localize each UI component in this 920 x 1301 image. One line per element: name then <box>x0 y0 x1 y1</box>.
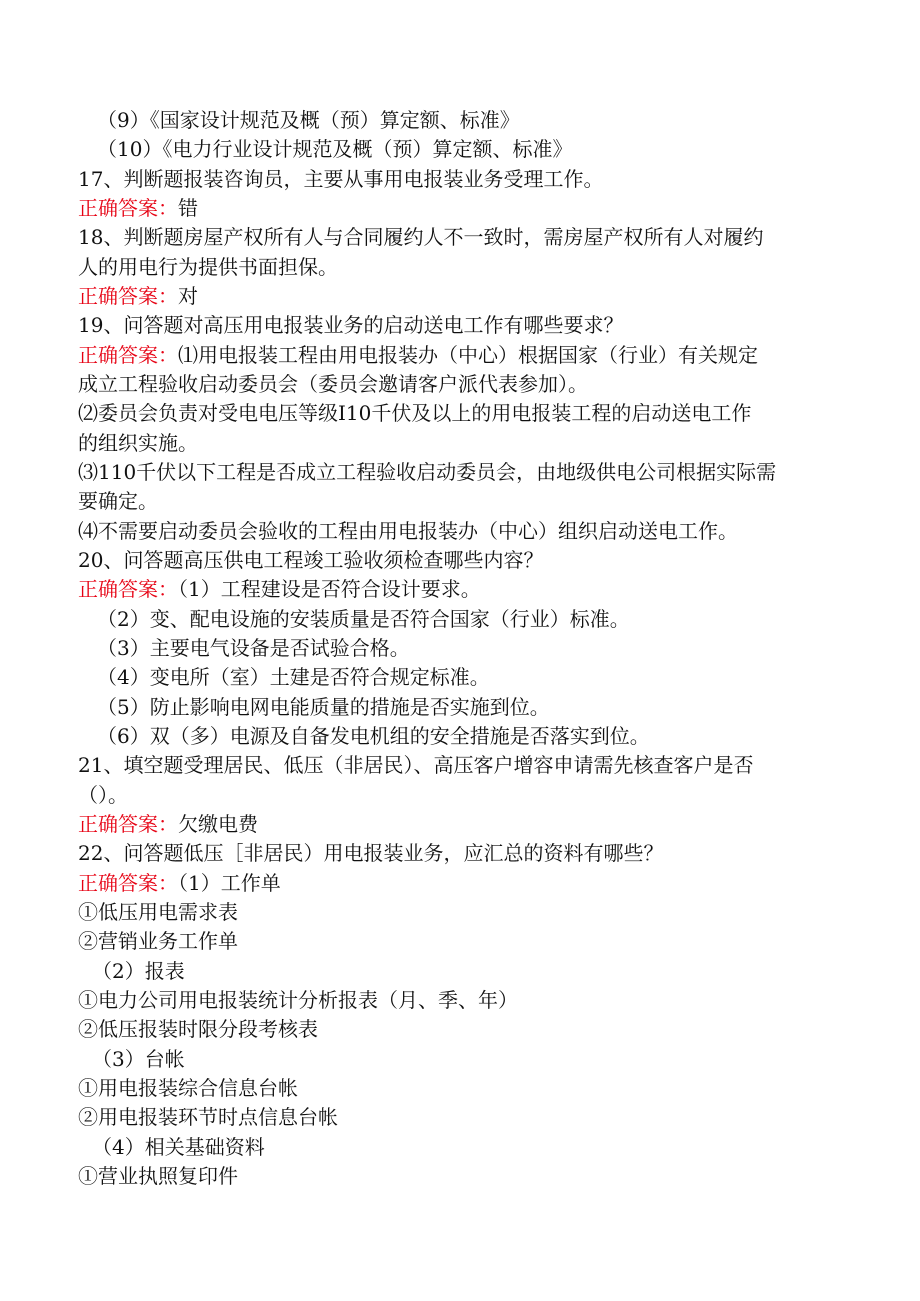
text-line: （）。 <box>78 783 128 807</box>
answer-20 <box>78 575 481 604</box>
text-line: 的组织实施。 <box>78 431 198 455</box>
text-line: ⑵委员会负责对受电电压等级I10千伏及以上的用电报装工程的启动送电工作 <box>78 401 752 425</box>
answer-19 <box>78 341 758 370</box>
answer-label: 正确答案： <box>78 577 178 601</box>
text-line: ①营业执照复印件 <box>78 1164 238 1188</box>
answer-text: 对 <box>178 284 198 308</box>
question-19: 19、问答题对高压用电报装业务的启动送电工作有哪些要求？ <box>78 313 624 337</box>
question-21: 21、填空题受理居民、低压（非居民）、高压客户增容申请需先核查客户是否 <box>78 753 754 777</box>
answer-text: （1）工作单 <box>178 871 281 895</box>
text-line: ⑶110千伏以下工程是否成立工程验收启动委员会，由地级供电公司根据实际需 <box>78 460 777 484</box>
text-line: （9）《国家设计规范及概（预）算定额、标准》 <box>97 108 520 132</box>
answer-label: 正确答案： <box>78 284 178 308</box>
question-17: 17、判断题报装咨询员，主要从事用电报装业务受理工作。 <box>78 167 604 191</box>
text-line: （2）报表 <box>92 959 185 983</box>
answer-label: 正确答案： <box>78 196 178 220</box>
text-line: 成立工程验收启动委员会（委员会邀请客户派代表参加）。 <box>78 372 588 396</box>
text-line: 要确定。 <box>78 489 158 513</box>
text-line: 人的用电行为提供书面担保。 <box>78 255 338 279</box>
text-line: （5）防止影响电网电能质量的措施是否实施到位。 <box>97 695 550 719</box>
text-line: ②用电报装环节时点信息台帐 <box>78 1105 338 1129</box>
question-22: 22、问答题低压［非居民）用电报装业务，应汇总的资料有哪些？ <box>78 841 664 865</box>
answer-text: 错 <box>178 196 198 220</box>
text-line: （4）变电所（室）土建是否符合规定标准。 <box>97 665 490 689</box>
text-line: ①电力公司用电报装统计分析报表（月、季、年） <box>78 988 518 1012</box>
answer-21 <box>78 810 258 839</box>
text-line: ②低压报装时限分段考核表 <box>78 1017 318 1041</box>
question-20: 20、问答题高压供电工程竣工验收须检查哪些内容？ <box>78 548 544 572</box>
text-line: （2）变、配电设施的安装质量是否符合国家（行业）标准。 <box>97 607 630 631</box>
answer-18 <box>78 282 198 311</box>
answer-label: 正确答案： <box>78 343 178 367</box>
answer-text: （1）工程建设是否符合设计要求。 <box>178 577 481 601</box>
text-line: （4）相关基础资料 <box>92 1135 265 1159</box>
text-line: ①低压用电需求表 <box>78 900 238 924</box>
text-line: （6）双（多）电源及自备发电机组的安全措施是否落实到位。 <box>97 724 650 748</box>
question-18: 18、判断题房屋产权所有人与合同履约人不一致时，需房屋产权所有人对履约 <box>78 225 764 249</box>
answer-label: 正确答案： <box>78 812 178 836</box>
text-line: （3）主要电气设备是否试验合格。 <box>97 636 410 660</box>
answer-22 <box>78 869 281 898</box>
answer-text: 欠缴电费 <box>178 812 258 836</box>
answer-text: ⑴用电报装工程由用电报装办（中心）根据国家（行业）有关规定 <box>178 343 758 367</box>
text-line: （3）台帐 <box>92 1047 185 1071</box>
answer-label: 正确答案： <box>78 871 178 895</box>
text-line: （10）《电力行业设计规范及概（预）算定额、标准》 <box>97 137 573 161</box>
text-line: ②营销业务工作单 <box>78 929 238 953</box>
text-line: ①用电报装综合信息台帐 <box>78 1076 298 1100</box>
answer-17 <box>78 194 198 223</box>
text-line: ⑷不需要启动委员会验收的工程由用电报装办（中心）组织启动送电工作。 <box>78 519 738 543</box>
